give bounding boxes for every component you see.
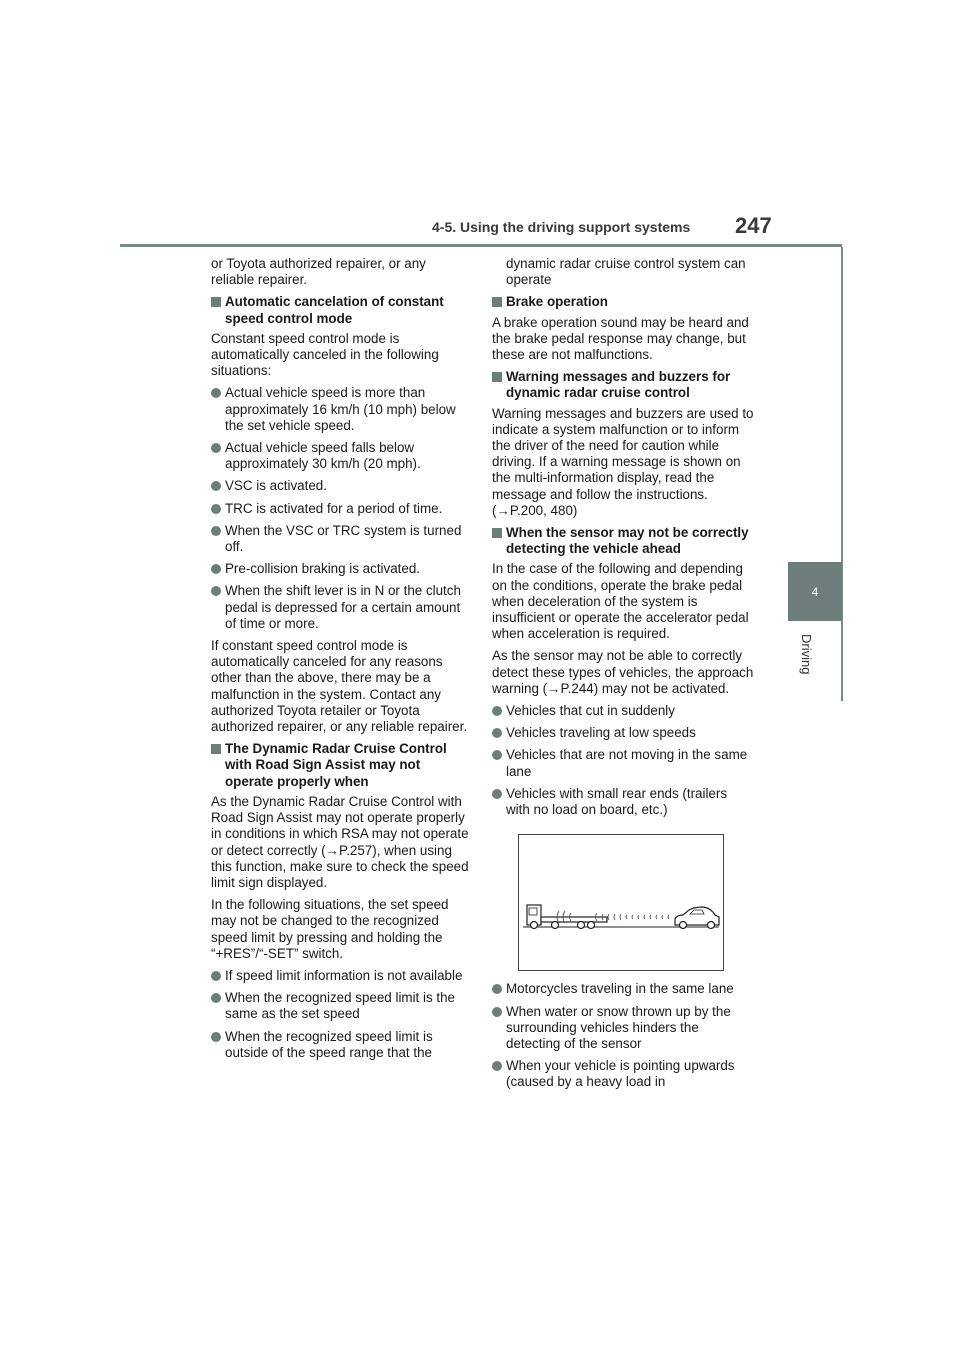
list-item-text: When the shift lever is in N or the clutch pedal is depressed for a certain amount of time or more. (225, 583, 461, 631)
list-item (492, 1058, 754, 1090)
heading-text: Automatic cancelation of constant speed control mode (225, 294, 444, 326)
list-item-text: VSC is activated. (225, 478, 327, 494)
list-item (211, 501, 469, 517)
list-item (492, 981, 754, 997)
section-heading (492, 369, 754, 401)
section-heading (492, 525, 754, 557)
list-item (211, 968, 469, 984)
list-item (211, 561, 469, 577)
list-item (211, 1029, 469, 1061)
circle-bullet-icon (211, 481, 221, 491)
left-column (211, 256, 469, 1067)
list-item-text: When the recognized speed limit is outside of the speed range that the (225, 1028, 433, 1060)
paragraph: As the Dynamic Radar Cruise Control with Road Sign Assist may not operate properly in conditions in which RSA may not operate or detect correctly (→P.257), when using this function, make sure to check the speed limit sign displayed. (211, 793, 469, 890)
truck-car-icon (519, 835, 723, 970)
intro-text: or Toyota authorized repairer, or any reliable repairer. (211, 256, 426, 288)
paragraph: As the sensor may not be able to correctly detect these types of vehicles, the approach warning (→P.244) may not be activated. (492, 648, 754, 696)
circle-bullet-icon (211, 564, 221, 574)
circle-bullet-icon (492, 728, 502, 738)
list-item-text: Vehicles with small rear ends (trailers with no load on board, etc.) (506, 785, 728, 818)
paragraph: In the following situations, the set speed may not be changed to the recognized speed limit by pressing and holding the “+RES”/“-SET” switch. (211, 897, 449, 961)
heading-text: The Dynamic Radar Cruise Control with Road Sign Assist may not operate properly when (225, 741, 447, 789)
circle-bullet-icon (492, 984, 502, 994)
header-rule (120, 244, 842, 247)
list-item (492, 747, 754, 779)
square-bullet-icon (211, 297, 221, 307)
circle-bullet-icon (492, 789, 502, 799)
square-bullet-icon (492, 297, 502, 307)
list-item (211, 440, 469, 472)
list-item-text: TRC is activated for a period of time. (225, 500, 443, 516)
list-item-text: Pre-collision braking is activated. (225, 561, 420, 577)
list-item (211, 990, 469, 1022)
circle-bullet-icon (211, 586, 221, 596)
paragraph: In the case of the following and depending on the conditions, operate the brake pedal when deceleration of the system is insufficient or operate the accelerator pedal when acceleration is required. (492, 561, 749, 642)
list-item-text: If speed limit information is not available (225, 967, 463, 983)
list-item (492, 786, 754, 818)
section-heading (211, 294, 469, 326)
trailer-detection-illustration (518, 834, 724, 971)
list-item-text: Motorcycles traveling in the same lane (506, 981, 734, 997)
list-item-text: Actual vehicle speed falls below approximately 30 km/h (20 mph). (225, 440, 421, 472)
square-bullet-icon (492, 528, 502, 538)
heading-text: When the sensor may not be correctly detecting the vehicle ahead (506, 525, 749, 557)
side-bar (841, 247, 843, 701)
list-item-text: Vehicles that cut in suddenly (506, 703, 675, 719)
circle-bullet-icon (492, 1007, 502, 1017)
heading-text: Warning messages and buzzers for dynamic radar cruise control (506, 369, 731, 401)
heading-text: Brake operation (506, 294, 608, 310)
list-item-text: When the VSC or TRC system is turned off. (225, 522, 462, 555)
paragraph: A brake operation sound may be heard and the brake pedal response may change, but these are not malfunctions. (492, 314, 749, 363)
circle-bullet-icon (492, 1061, 502, 1071)
list-item (211, 583, 469, 632)
right-column (492, 256, 754, 1097)
chapter-label: Driving (799, 634, 814, 675)
page-number: 247 (735, 213, 772, 238)
list-item (492, 725, 754, 741)
list-item-text: Actual vehicle speed is more than approximately 16 km/h (10 mph) below the set vehicle speed. (225, 385, 456, 433)
circle-bullet-icon (211, 526, 221, 536)
list-item-text: When your vehicle is pointing upwards (caused by a heavy load in (506, 1058, 735, 1090)
paragraph: If constant speed control mode is automatically canceled for any reasons other than the above, there may be a malfunction in the system. Contact any authorized Toyota retailer or Toyota authorized repairer, or any reliable repairer. (211, 638, 468, 735)
section-heading (492, 294, 754, 310)
list-item (492, 1004, 754, 1053)
section-heading (211, 741, 469, 790)
circle-bullet-icon (211, 504, 221, 514)
list-item (211, 385, 469, 434)
circle-bullet-icon (211, 993, 221, 1003)
list-item (211, 478, 469, 494)
list-item-text: Vehicles traveling at low speeds (506, 725, 696, 741)
list-item-text: Vehicles that are not moving in the same lane (506, 747, 748, 779)
circle-bullet-icon (211, 443, 221, 453)
circle-bullet-icon (211, 388, 221, 398)
circle-bullet-icon (211, 1032, 221, 1042)
continued-text: dynamic radar cruise control system can operate (506, 256, 746, 288)
list-item-text: When water or snow thrown up by the surrounding vehicles hinders the detecting of the sensor (506, 1003, 731, 1051)
circle-bullet-icon (492, 750, 502, 760)
chapter-tab: 4 (788, 562, 842, 621)
list-item (492, 703, 754, 719)
list-item (211, 523, 469, 555)
circle-bullet-icon (211, 971, 221, 981)
circle-bullet-icon (492, 706, 502, 716)
square-bullet-icon (492, 372, 502, 382)
square-bullet-icon (211, 744, 221, 754)
paragraph: Constant speed control mode is automatically canceled in the following situations: (211, 330, 439, 379)
paragraph: Warning messages and buzzers are used to indicate a system malfunction or to inform the driver of the need for caution while driving. If a warning message is shown on the multi-information display, read the message and follow the instructions. (→P.200, 480) (492, 405, 754, 518)
list-item-text: When the recognized speed limit is the same as the set speed (225, 990, 455, 1022)
header-title: 4-5. Using the driving support systems (432, 219, 691, 235)
